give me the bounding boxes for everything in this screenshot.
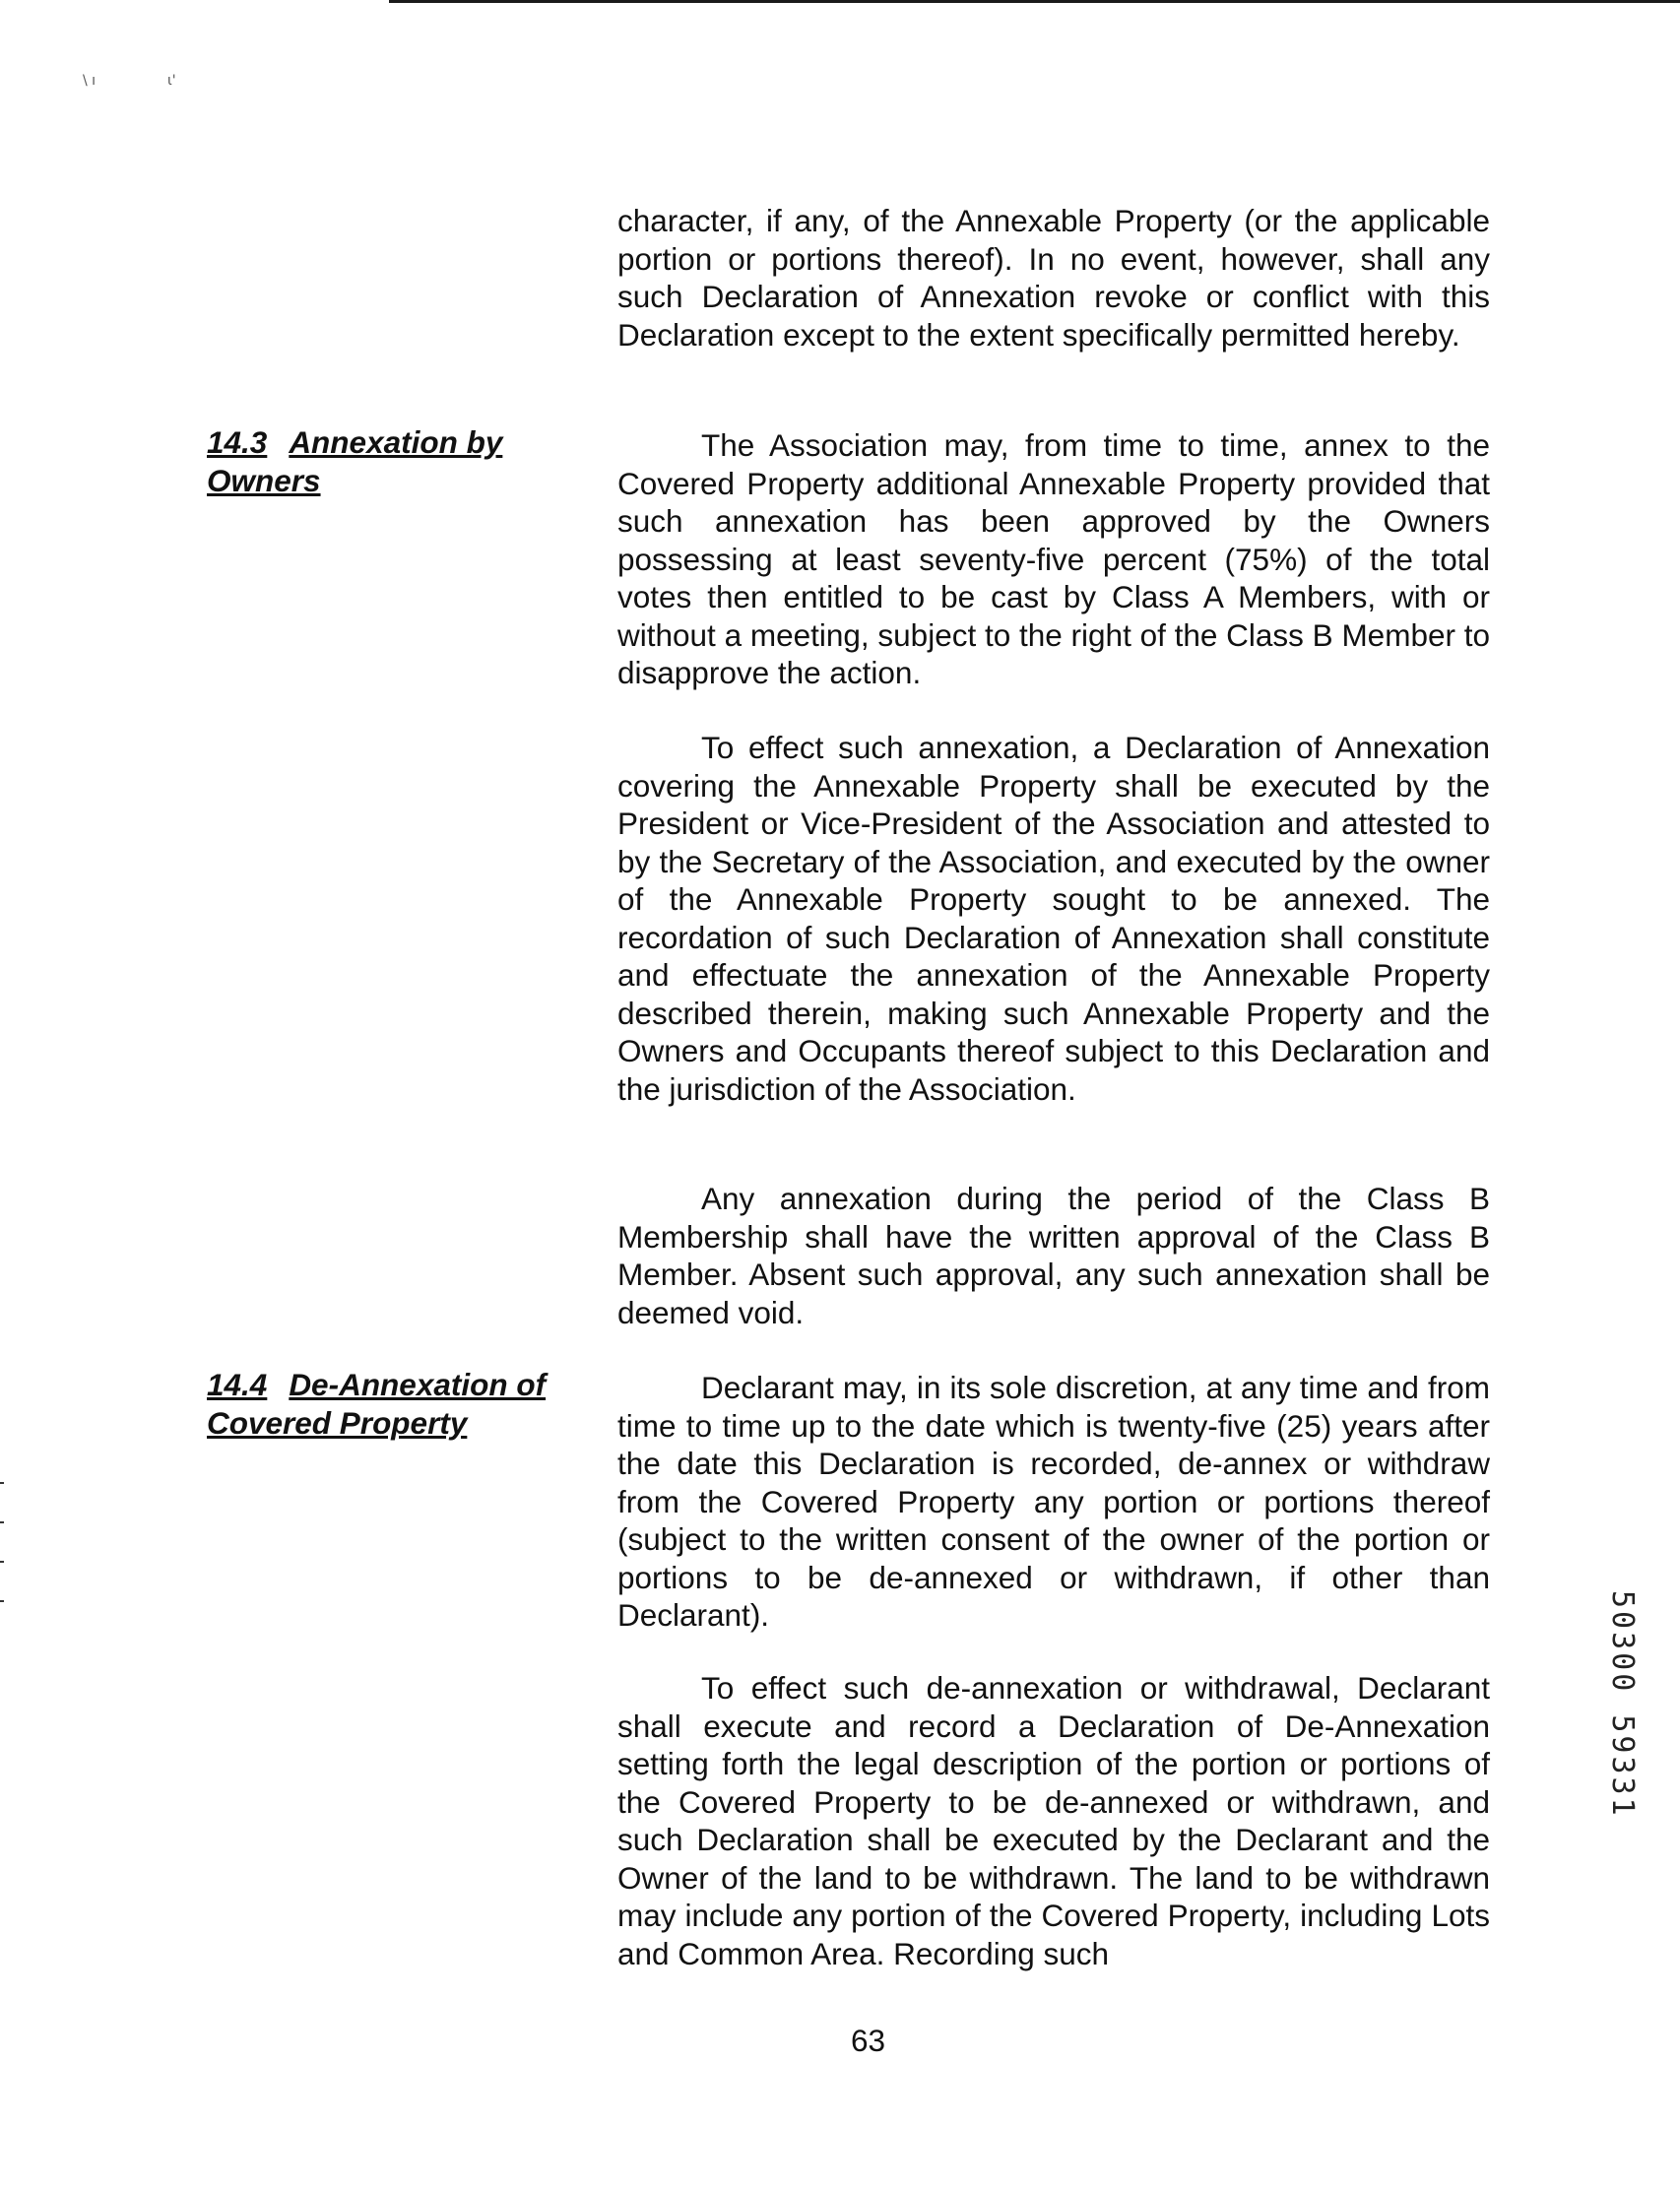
page-number: 63 [850,2023,886,2058]
scan-mark-left: \ ı [83,73,97,89]
section-14-3-number: 14.3 [207,424,268,460]
section-14-3-body-3 [617,1180,1490,1331]
section-14-4-title: De-Annexation of Covered Property [207,1367,547,1441]
top-border-line [389,0,1680,3]
section-14-3-paragraph-3: Any annexation during the period of the Class B Membership shall have the written approval of the Class B Member. Absent such approval, any such annexation shall be deemed void. [617,1181,1490,1330]
section-14-4-number: 14.4 [207,1367,268,1402]
document-stamp-number: 50300 59331 [1605,1590,1640,1819]
section-14-4-heading [207,1366,601,1442]
scan-mark-right: ι' [167,73,176,89]
section-14-3-body-2 [617,729,1490,1108]
section-14-4-paragraph-2: To effect such de-annexation or withdrawal, Declarant shall execute and record a Declaration of De-Annexation setting forth the legal description of the portion or portions of the Covered Property to be de-annexed or withdrawn, and such Declaration shall be executed by the Declarant and the Owner of the land to be withdrawn. The land to be withdrawn may include any portion of the Covered Property, including Lots and Common Area. Recording such [617,1670,1490,1971]
section-14-3-body [617,426,1490,692]
continuation-paragraph: character, if any, of the Annexable Property (or the applicable portion or portions thereof). In no event, however, shall any such Declaration of Annexation revoke or conflict with this Declaration except to the extent specifically permitted hereby. [617,203,1490,353]
section-14-4-paragraph-1: Declarant may, in its sole discretion, at any time and from time to time up to the date which is twenty-five (25) years after the date this Declaration is recorded, de-annex or withdraw from the Covered Property any portion or portions thereof (subject to the written consent of the owner of the portion or portions to be de-annexed or withdrawn, if other than Declarant). [617,1370,1490,1633]
section-14-3-paragraph-1: The Association may, from time to time, annex to the Covered Property additional Annexable Property provided that such annexation has been approved by the Owners possessing at least seventy-five percent (75%) of the total votes then entitled to be cast by Class A Members, with or without a meeting, subject to the right of the Class B Member to disapprove the action. [617,427,1490,690]
section-14-4-body-2 [617,1669,1490,1972]
section-14-3-heading [207,423,561,499]
section-14-3-paragraph-2: To effect such annexation, a Declaration of Annexation covering the Annexable Property shall be executed by the President or Vice-President of the Association and attested to by the Secretary of the Association, and executed by the owner of the Annexable Property sought to be annexed. The recordation of such Declaration of Annexation shall constitute and effectuate the annexation of the Annexable Property described therein, making such Annexable Property and the Owners and Occupants thereof subject to this Declaration and the jurisdiction of the Association. [617,730,1490,1107]
continuation-text [617,202,1490,354]
section-14-3-title: Annexation by Owners [207,424,503,498]
section-14-4-body [617,1369,1490,1635]
